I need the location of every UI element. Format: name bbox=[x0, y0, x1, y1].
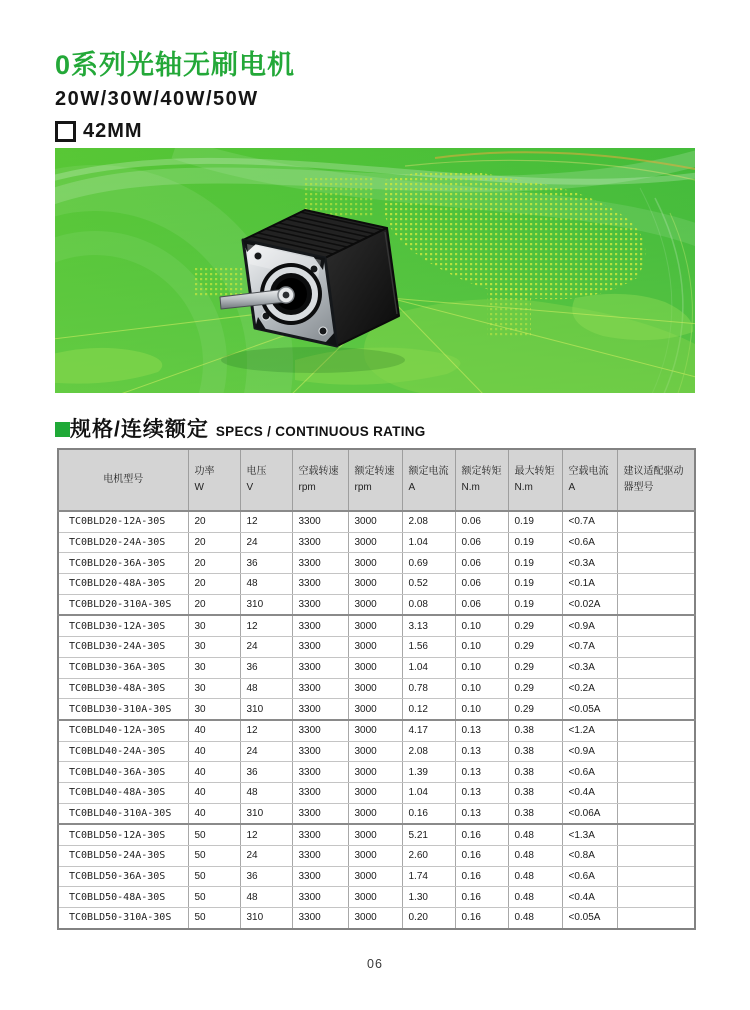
value-cell: 3000 bbox=[348, 908, 402, 929]
value-cell: 48 bbox=[240, 887, 292, 908]
table-row bbox=[58, 908, 695, 929]
value-cell: 3000 bbox=[348, 887, 402, 908]
model-cell: TC0BLD30-36A-30S bbox=[58, 657, 188, 678]
model-cell: TC0BLD20-48A-30S bbox=[58, 574, 188, 595]
page-heading bbox=[55, 50, 295, 143]
value-cell: 3300 bbox=[292, 657, 348, 678]
square-outline-icon bbox=[55, 121, 76, 142]
value-cell: 0.19 bbox=[508, 511, 562, 532]
table-row bbox=[58, 594, 695, 615]
value-cell: 1.04 bbox=[402, 657, 455, 678]
value-cell: 0.16 bbox=[455, 908, 508, 929]
table-row bbox=[58, 553, 695, 574]
value-cell: <0.7A bbox=[562, 511, 617, 532]
table-row bbox=[58, 532, 695, 553]
value-cell: 20 bbox=[188, 532, 240, 553]
table-row bbox=[58, 637, 695, 658]
value-cell: 0.19 bbox=[508, 574, 562, 595]
value-cell: 0.16 bbox=[402, 803, 455, 824]
value-cell: <0.02A bbox=[562, 594, 617, 615]
value-cell: 3000 bbox=[348, 615, 402, 636]
value-cell: <0.3A bbox=[562, 553, 617, 574]
value-cell bbox=[617, 615, 695, 636]
value-cell: 3000 bbox=[348, 594, 402, 615]
value-cell: 3300 bbox=[292, 866, 348, 887]
value-cell: 3300 bbox=[292, 678, 348, 699]
value-cell: 0.06 bbox=[455, 532, 508, 553]
table-row bbox=[58, 762, 695, 783]
value-cell: 3000 bbox=[348, 553, 402, 574]
table-row bbox=[58, 678, 695, 699]
value-cell: 50 bbox=[188, 887, 240, 908]
value-cell: 0.06 bbox=[455, 511, 508, 532]
value-cell bbox=[617, 594, 695, 615]
value-cell: 0.13 bbox=[455, 741, 508, 762]
table-row bbox=[58, 699, 695, 720]
value-cell: 0.10 bbox=[455, 615, 508, 636]
value-cell: <0.05A bbox=[562, 699, 617, 720]
table-row bbox=[58, 866, 695, 887]
value-cell: 12 bbox=[240, 615, 292, 636]
frame-size bbox=[55, 120, 295, 143]
banner-image bbox=[55, 148, 695, 393]
model-cell: TC0BLD50-24A-30S bbox=[58, 846, 188, 867]
value-cell: 0.12 bbox=[402, 699, 455, 720]
col-model: 电机型号 bbox=[58, 449, 188, 511]
value-cell: <0.05A bbox=[562, 908, 617, 929]
model-cell: TC0BLD50-12A-30S bbox=[58, 824, 188, 845]
value-cell: 3000 bbox=[348, 511, 402, 532]
value-cell: 12 bbox=[240, 720, 292, 741]
value-cell: <0.6A bbox=[562, 866, 617, 887]
value-cell bbox=[617, 782, 695, 803]
value-cell: 0.19 bbox=[508, 532, 562, 553]
value-cell: 2.08 bbox=[402, 741, 455, 762]
value-cell: 0.16 bbox=[455, 866, 508, 887]
col-driver: 建议适配驱动器型号 bbox=[617, 449, 695, 511]
value-cell: 2.08 bbox=[402, 511, 455, 532]
value-cell: 3000 bbox=[348, 574, 402, 595]
value-cell: 50 bbox=[188, 866, 240, 887]
value-cell: 40 bbox=[188, 782, 240, 803]
model-cell: TC0BLD40-24A-30S bbox=[58, 741, 188, 762]
table-row bbox=[58, 782, 695, 803]
value-cell: <0.7A bbox=[562, 637, 617, 658]
value-cell: <1.2A bbox=[562, 720, 617, 741]
value-cell: 3300 bbox=[292, 553, 348, 574]
model-cell: TC0BLD50-48A-30S bbox=[58, 887, 188, 908]
value-cell: 0.48 bbox=[508, 866, 562, 887]
value-cell: 3300 bbox=[292, 699, 348, 720]
value-cell: 3300 bbox=[292, 637, 348, 658]
value-cell bbox=[617, 553, 695, 574]
table-row bbox=[58, 657, 695, 678]
value-cell: 40 bbox=[188, 803, 240, 824]
value-cell: 310 bbox=[240, 908, 292, 929]
value-cell: 0.38 bbox=[508, 803, 562, 824]
value-cell: 0.48 bbox=[508, 824, 562, 845]
value-cell: <0.2A bbox=[562, 678, 617, 699]
value-cell: 3000 bbox=[348, 657, 402, 678]
value-cell: 310 bbox=[240, 803, 292, 824]
value-cell: <1.3A bbox=[562, 824, 617, 845]
value-cell bbox=[617, 824, 695, 845]
value-cell: 0.52 bbox=[402, 574, 455, 595]
value-cell: 3000 bbox=[348, 637, 402, 658]
value-cell: 1.56 bbox=[402, 637, 455, 658]
value-cell: 0.38 bbox=[508, 782, 562, 803]
table-row bbox=[58, 846, 695, 867]
model-cell: TC0BLD20-12A-30S bbox=[58, 511, 188, 532]
value-cell: 3000 bbox=[348, 741, 402, 762]
value-cell: 30 bbox=[188, 699, 240, 720]
value-cell: <0.6A bbox=[562, 762, 617, 783]
value-cell: 3300 bbox=[292, 594, 348, 615]
value-cell bbox=[617, 678, 695, 699]
value-cell: 0.13 bbox=[455, 803, 508, 824]
value-cell: 0.20 bbox=[402, 908, 455, 929]
col-rated-current: 额定电流 A bbox=[402, 449, 455, 511]
model-cell: TC0BLD30-12A-30S bbox=[58, 615, 188, 636]
value-cell: <0.1A bbox=[562, 574, 617, 595]
value-cell: 0.13 bbox=[455, 762, 508, 783]
value-cell: <0.9A bbox=[562, 615, 617, 636]
value-cell: 0.08 bbox=[402, 594, 455, 615]
value-cell: 3000 bbox=[348, 720, 402, 741]
value-cell: 310 bbox=[240, 699, 292, 720]
col-noload-current: 空载电流 A bbox=[562, 449, 617, 511]
value-cell: 3300 bbox=[292, 824, 348, 845]
value-cell: 0.29 bbox=[508, 678, 562, 699]
table-row bbox=[58, 574, 695, 595]
value-cell: 3300 bbox=[292, 511, 348, 532]
value-cell: 40 bbox=[188, 720, 240, 741]
value-cell: 50 bbox=[188, 908, 240, 929]
value-cell: 0.19 bbox=[508, 553, 562, 574]
value-cell: <0.06A bbox=[562, 803, 617, 824]
value-cell: 3000 bbox=[348, 532, 402, 553]
value-cell: 1.30 bbox=[402, 887, 455, 908]
value-cell: 2.60 bbox=[402, 846, 455, 867]
value-cell bbox=[617, 762, 695, 783]
model-cell: TC0BLD50-36A-30S bbox=[58, 866, 188, 887]
table-row bbox=[58, 824, 695, 845]
spec-table bbox=[57, 448, 696, 930]
value-cell: 20 bbox=[188, 553, 240, 574]
value-cell: 0.38 bbox=[508, 741, 562, 762]
value-cell: 3300 bbox=[292, 720, 348, 741]
col-rated-torque: 额定转矩 N.m bbox=[455, 449, 508, 511]
value-cell bbox=[617, 741, 695, 762]
value-cell: 50 bbox=[188, 846, 240, 867]
value-cell: 3000 bbox=[348, 678, 402, 699]
value-cell: 0.48 bbox=[508, 908, 562, 929]
value-cell: 0.10 bbox=[455, 699, 508, 720]
value-cell: 3000 bbox=[348, 824, 402, 845]
value-cell: 5.21 bbox=[402, 824, 455, 845]
value-cell bbox=[617, 637, 695, 658]
value-cell: 1.04 bbox=[402, 782, 455, 803]
value-cell: 0.48 bbox=[508, 887, 562, 908]
value-cell: 30 bbox=[188, 615, 240, 636]
value-cell: 48 bbox=[240, 678, 292, 699]
value-cell: 48 bbox=[240, 782, 292, 803]
value-cell bbox=[617, 699, 695, 720]
value-cell bbox=[617, 511, 695, 532]
value-cell: 3000 bbox=[348, 803, 402, 824]
value-cell: 0.16 bbox=[455, 824, 508, 845]
value-cell bbox=[617, 574, 695, 595]
value-cell: 3300 bbox=[292, 887, 348, 908]
power-range: 20W/30W/40W/50W bbox=[55, 88, 259, 111]
section-marker-icon bbox=[55, 422, 70, 437]
value-cell bbox=[617, 846, 695, 867]
hero-banner bbox=[55, 148, 695, 393]
value-cell bbox=[617, 657, 695, 678]
value-cell: 20 bbox=[188, 594, 240, 615]
value-cell: <0.3A bbox=[562, 657, 617, 678]
value-cell: 0.10 bbox=[455, 657, 508, 678]
value-cell: 0.78 bbox=[402, 678, 455, 699]
table-header-row bbox=[58, 449, 695, 511]
value-cell: 3000 bbox=[348, 762, 402, 783]
value-cell: 24 bbox=[240, 846, 292, 867]
value-cell: 0.19 bbox=[508, 594, 562, 615]
value-cell bbox=[617, 532, 695, 553]
value-cell: 3000 bbox=[348, 782, 402, 803]
value-cell: 1.39 bbox=[402, 762, 455, 783]
value-cell: 0.10 bbox=[455, 637, 508, 658]
value-cell: 20 bbox=[188, 511, 240, 532]
value-cell: 0.29 bbox=[508, 615, 562, 636]
value-cell: 3000 bbox=[348, 846, 402, 867]
value-cell: <0.4A bbox=[562, 782, 617, 803]
value-cell: 0.06 bbox=[455, 574, 508, 595]
table-row bbox=[58, 511, 695, 532]
value-cell: 40 bbox=[188, 762, 240, 783]
value-cell: <0.9A bbox=[562, 741, 617, 762]
spec-table-container bbox=[57, 448, 696, 930]
value-cell: 3000 bbox=[348, 866, 402, 887]
value-cell: 36 bbox=[240, 866, 292, 887]
value-cell: 0.48 bbox=[508, 846, 562, 867]
value-cell: 3.13 bbox=[402, 615, 455, 636]
col-rated-speed: 额定转速 rpm bbox=[348, 449, 402, 511]
model-cell: TC0BLD50-310A-30S bbox=[58, 908, 188, 929]
value-cell: 36 bbox=[240, 657, 292, 678]
table-row bbox=[58, 615, 695, 636]
value-cell: 0.69 bbox=[402, 553, 455, 574]
value-cell: 3300 bbox=[292, 803, 348, 824]
value-cell: <0.8A bbox=[562, 846, 617, 867]
section-title-zh: 规格/连续额定 bbox=[70, 418, 209, 441]
value-cell: 30 bbox=[188, 678, 240, 699]
col-voltage: 电压 V bbox=[240, 449, 292, 511]
value-cell: 3300 bbox=[292, 532, 348, 553]
value-cell: 36 bbox=[240, 762, 292, 783]
value-cell: 3300 bbox=[292, 762, 348, 783]
model-cell: TC0BLD30-24A-30S bbox=[58, 637, 188, 658]
value-cell bbox=[617, 908, 695, 929]
table-row bbox=[58, 887, 695, 908]
value-cell: 0.10 bbox=[455, 678, 508, 699]
col-noload-speed: 空载转速 rpm bbox=[292, 449, 348, 511]
frame-size-label: 42MM bbox=[83, 120, 143, 143]
model-cell: TC0BLD20-36A-30S bbox=[58, 553, 188, 574]
value-cell: 12 bbox=[240, 824, 292, 845]
value-cell: 1.74 bbox=[402, 866, 455, 887]
section-header bbox=[55, 413, 426, 443]
value-cell: 0.06 bbox=[455, 594, 508, 615]
page-number: 06 bbox=[367, 957, 383, 971]
value-cell: 3300 bbox=[292, 574, 348, 595]
value-cell: 0.06 bbox=[455, 553, 508, 574]
value-cell: 30 bbox=[188, 657, 240, 678]
table-row bbox=[58, 803, 695, 824]
model-cell: TC0BLD20-310A-30S bbox=[58, 594, 188, 615]
value-cell bbox=[617, 887, 695, 908]
table-row bbox=[58, 720, 695, 741]
series-title: 0系列光轴无刷电机 bbox=[55, 50, 296, 80]
value-cell: 0.29 bbox=[508, 657, 562, 678]
value-cell: 310 bbox=[240, 594, 292, 615]
model-cell: TC0BLD40-36A-30S bbox=[58, 762, 188, 783]
value-cell: 0.38 bbox=[508, 720, 562, 741]
value-cell: 48 bbox=[240, 574, 292, 595]
value-cell: 0.16 bbox=[455, 846, 508, 867]
value-cell: 24 bbox=[240, 637, 292, 658]
value-cell: 3300 bbox=[292, 741, 348, 762]
value-cell: 0.13 bbox=[455, 720, 508, 741]
value-cell: 0.38 bbox=[508, 762, 562, 783]
value-cell bbox=[617, 803, 695, 824]
col-power: 功率 W bbox=[188, 449, 240, 511]
section-title-en: SPECS / CONTINUOUS RATING bbox=[215, 424, 426, 439]
value-cell: 50 bbox=[188, 824, 240, 845]
model-cell: TC0BLD30-310A-30S bbox=[58, 699, 188, 720]
value-cell: 30 bbox=[188, 637, 240, 658]
model-cell: TC0BLD30-48A-30S bbox=[58, 678, 188, 699]
value-cell: 0.16 bbox=[455, 887, 508, 908]
value-cell: 0.13 bbox=[455, 782, 508, 803]
value-cell: 12 bbox=[240, 511, 292, 532]
value-cell: 24 bbox=[240, 532, 292, 553]
value-cell: 3300 bbox=[292, 782, 348, 803]
model-cell: TC0BLD20-24A-30S bbox=[58, 532, 188, 553]
value-cell: 3300 bbox=[292, 846, 348, 867]
col-max-torque: 最大转矩 N.m bbox=[508, 449, 562, 511]
value-cell: 0.29 bbox=[508, 637, 562, 658]
value-cell: 40 bbox=[188, 741, 240, 762]
model-cell: TC0BLD40-48A-30S bbox=[58, 782, 188, 803]
value-cell: 4.17 bbox=[402, 720, 455, 741]
value-cell bbox=[617, 720, 695, 741]
value-cell: 36 bbox=[240, 553, 292, 574]
value-cell: 3000 bbox=[348, 699, 402, 720]
value-cell: 20 bbox=[188, 574, 240, 595]
value-cell: 1.04 bbox=[402, 532, 455, 553]
spec-table-body bbox=[58, 511, 695, 929]
value-cell: 0.29 bbox=[508, 699, 562, 720]
value-cell: 24 bbox=[240, 741, 292, 762]
model-cell: TC0BLD40-310A-30S bbox=[58, 803, 188, 824]
model-cell: TC0BLD40-12A-30S bbox=[58, 720, 188, 741]
value-cell: 3300 bbox=[292, 908, 348, 929]
value-cell: 3300 bbox=[292, 615, 348, 636]
value-cell: <0.6A bbox=[562, 532, 617, 553]
value-cell bbox=[617, 866, 695, 887]
value-cell: <0.4A bbox=[562, 887, 617, 908]
table-row bbox=[58, 741, 695, 762]
